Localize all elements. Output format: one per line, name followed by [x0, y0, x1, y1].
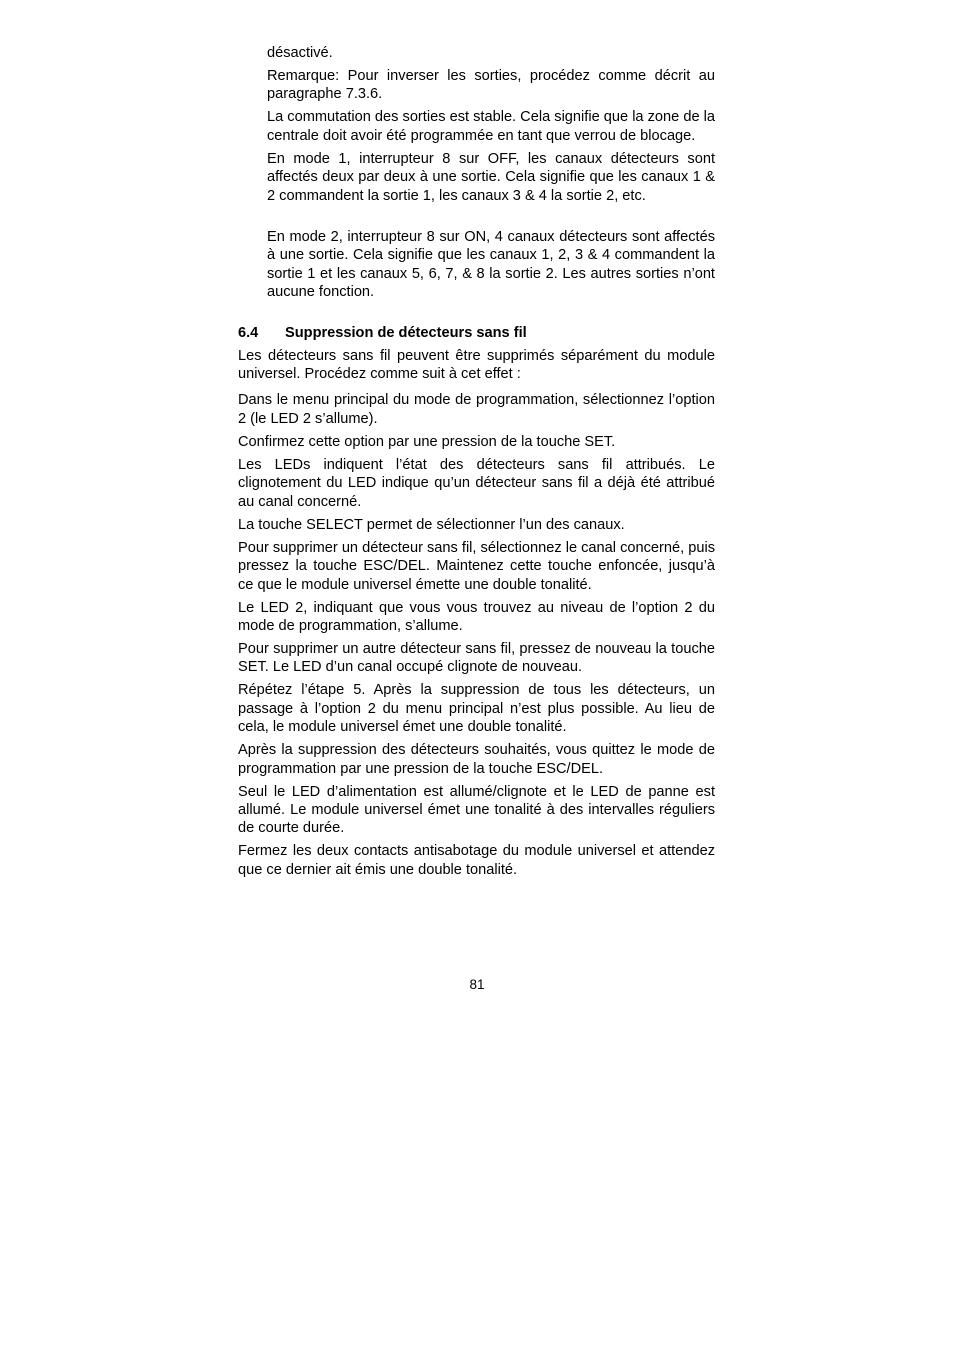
paragraph-mode-1: En mode 1, interrupteur 8 sur OFF, les canaux détecteurs sont affectés deux par deux à une sortie. Cela signifie que les canaux 1 & 2 commandent la sortie 1, les canaux 3 & 4 la sortie 2, etc.	[267, 150, 715, 204]
step-paragraph: Répétez l’étape 5. Après la suppression de tous les détecteurs, un passage à l’option 2 du menu principal n’est plus possible. Au lieu de cela, le module universel émet une double tonalité.	[238, 682, 715, 736]
step-paragraph: Les LEDs indiquent l’état des détecteurs sans fil attribués. Le clignotement du LED indique qu’un détecteur sans fil a déjà été attribué au canal concerné.	[238, 456, 715, 510]
section-heading	[238, 324, 715, 342]
step-paragraph: Pour supprimer un détecteur sans fil, sélectionnez le canal concerné, puis pressez la touche ESC/DEL. Maintenez cette touche enfoncée, jusqu’à ce que le module universel émette une double tonalité.	[238, 539, 715, 593]
step-paragraph: La touche SELECT permet de sélectionner l’un des canaux.	[238, 516, 625, 533]
section-intro: Les détecteurs sans fil peuvent être supprimés séparément du module universel. Procédez comme suit à cet effet :	[238, 347, 715, 383]
step-paragraph: Confirmez cette option par une pression de la touche SET.	[238, 433, 616, 450]
paragraph-continuation: désactivé.	[267, 45, 333, 61]
page-number: 81	[469, 977, 485, 992]
section-number: 6.4	[238, 324, 259, 341]
step-paragraph: Le LED 2, indiquant que vous vous trouvez au niveau de l’option 2 du mode de programmation, s’allume.	[238, 599, 715, 634]
paragraph-remark: Remarque: Pour inverser les sorties, procédez comme décrit au paragraphe 7.3.6.	[267, 68, 715, 103]
step-paragraph: Après la suppression des détecteurs souhaités, vous quittez le mode de programmation par une pression de la touche ESC/DEL.	[238, 742, 715, 777]
section-title: Suppression de détecteurs sans fil	[285, 324, 527, 341]
step-paragraph: Pour supprimer un autre détecteur sans fil, pressez de nouveau la touche SET. Le LED d’un canal occupé clignote de nouveau.	[238, 640, 715, 676]
paragraph-mode-2: En mode 2, interrupteur 8 sur ON, 4 canaux détecteurs sont affectés à une sortie. Cela signifie que les canaux 1, 2, 3 & 4 commandent la sortie 1 et les canaux 5, 6, 7, & 8 la sortie 2. Les autres sorties n’ont aucune fonction.	[267, 229, 715, 301]
step-paragraph: Fermez les deux contacts antisabotage du module universel et attendez que ce dernier ait émis une double tonalité.	[238, 843, 715, 878]
step-paragraph: Seul le LED d’alimentation est allumé/clignote et le LED de panne est allumé. Le module universel émet une tonalité à des intervalles réguliers de courte durée.	[238, 783, 715, 837]
paragraph-switching: La commutation des sorties est stable. Cela signifie que la zone de la centrale doit avoir été programmée en tant que verrou de blocage.	[267, 109, 715, 144]
text-column	[238, 44, 715, 879]
step-paragraph: Dans le menu principal du mode de programmation, sélectionnez l’option 2 (le LED 2 s’allume).	[238, 392, 715, 427]
